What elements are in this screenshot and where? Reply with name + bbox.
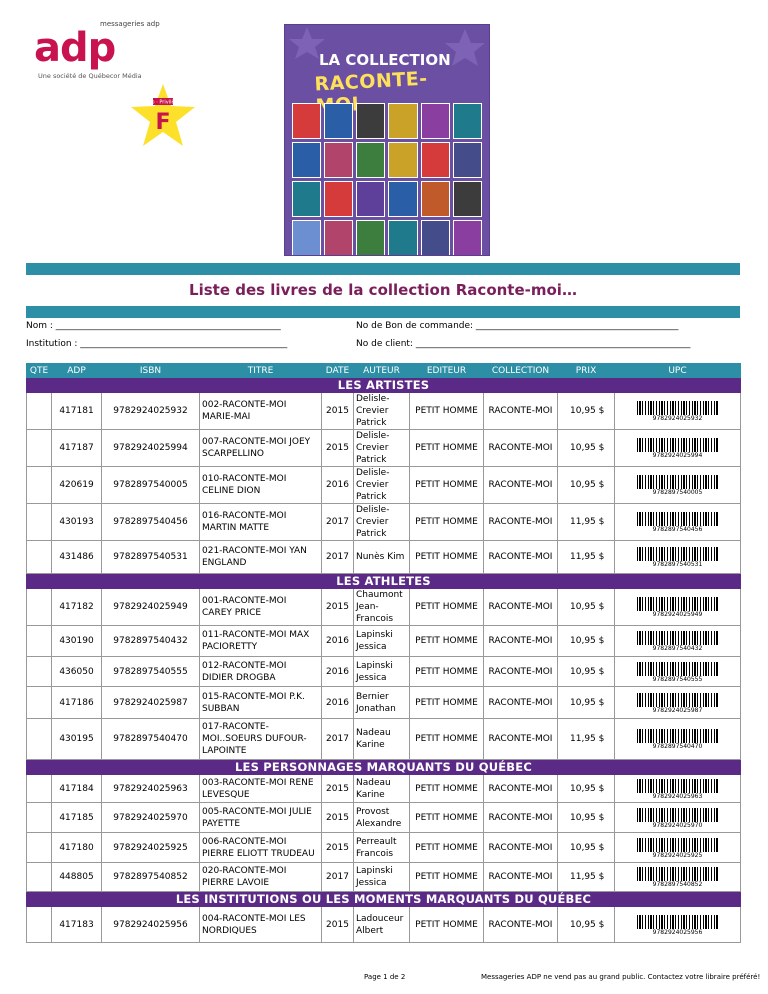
cell-date: 2017 bbox=[322, 504, 354, 541]
cell-collection: RACONTE-MOI bbox=[484, 626, 558, 657]
col-header-collection: COLLECTION bbox=[484, 364, 558, 378]
cell-isbn: 9782897540470 bbox=[102, 719, 200, 760]
qte-input-cell[interactable] bbox=[27, 775, 52, 803]
cell-date: 2017 bbox=[322, 719, 354, 760]
barcode-icon bbox=[637, 438, 719, 452]
cell-date: 2017 bbox=[322, 863, 354, 892]
cover-book-thumbnail bbox=[324, 103, 353, 139]
cell-upc bbox=[615, 775, 741, 803]
cell-prix: 10,95 $ bbox=[558, 430, 615, 467]
institution-field[interactable]: Institution : ______________________________________________ bbox=[26, 339, 288, 349]
footer-note: Messageries ADP ne vend pas au grand public. Contactez votre libraire préféré! bbox=[481, 973, 761, 981]
cell-prix: 11,95 $ bbox=[558, 541, 615, 574]
cell-date: 2016 bbox=[322, 687, 354, 719]
cell-upc bbox=[615, 541, 741, 574]
cell-isbn: 9782897540432 bbox=[102, 626, 200, 657]
cell-prix: 10,95 $ bbox=[558, 907, 615, 943]
barcode-icon bbox=[637, 401, 719, 415]
section-title: LES ARTISTES bbox=[27, 378, 741, 393]
cell-editeur: PETIT HOMME bbox=[410, 687, 484, 719]
table-header-row bbox=[27, 364, 741, 378]
cell-editeur: PETIT HOMME bbox=[410, 775, 484, 803]
qte-input-cell[interactable] bbox=[27, 430, 52, 467]
cell-adp: 430195 bbox=[52, 719, 102, 760]
barcode-icon bbox=[637, 631, 719, 645]
upc-number: 9782897540005 bbox=[652, 489, 703, 496]
cell-adp: 417184 bbox=[52, 775, 102, 803]
cell-collection: RACONTE-MOI bbox=[484, 393, 558, 430]
cell-prix: 10,95 $ bbox=[558, 467, 615, 504]
qte-input-cell[interactable] bbox=[27, 589, 52, 626]
footer-page-number: Page 1 de 2 bbox=[364, 973, 406, 981]
cell-collection: RACONTE-MOI bbox=[484, 541, 558, 574]
cell-date: 2015 bbox=[322, 803, 354, 833]
cell-isbn: 9782924025949 bbox=[102, 589, 200, 626]
cover-book-thumbnail bbox=[356, 220, 385, 256]
cell-upc bbox=[615, 430, 741, 467]
cell-upc bbox=[615, 863, 741, 892]
col-header-upc: UPC bbox=[615, 364, 741, 378]
cover-line2: RACONTE-MOI... bbox=[313, 67, 429, 96]
cell-titre: 015-RACONTE-MOI P.K. SUBBAN bbox=[200, 687, 322, 719]
cell-auteur: Delisle-Crevier Patrick bbox=[354, 393, 410, 430]
cell-prix: 10,95 $ bbox=[558, 393, 615, 430]
cell-upc bbox=[615, 589, 741, 626]
cover-book-thumbnail bbox=[356, 103, 385, 139]
cell-upc bbox=[615, 657, 741, 687]
cell-collection: RACONTE-MOI bbox=[484, 775, 558, 803]
cell-auteur: Chaumont Jean-Francois bbox=[354, 589, 410, 626]
upc-number: 9782897540555 bbox=[652, 675, 703, 683]
section-header-row bbox=[27, 378, 741, 393]
barcode-icon bbox=[637, 512, 719, 526]
cell-auteur: Perreault Francois bbox=[354, 833, 410, 863]
cell-auteur: Delisle-Crevier Patrick bbox=[354, 504, 410, 541]
cell-prix: 10,95 $ bbox=[558, 657, 615, 687]
cell-isbn: 9782924025963 bbox=[102, 775, 200, 803]
table-row bbox=[27, 833, 741, 863]
adp-logo bbox=[34, 20, 164, 82]
cell-isbn: 9782924025970 bbox=[102, 803, 200, 833]
cell-titre: 002-RACONTE-MOI MARIE-MAI bbox=[200, 393, 322, 430]
cell-adp: 417187 bbox=[52, 430, 102, 467]
barcode-icon bbox=[637, 547, 719, 561]
cell-collection: RACONTE-MOI bbox=[484, 803, 558, 833]
col-header-prix: PRIX bbox=[558, 364, 615, 378]
upc-number: 9782924025963 bbox=[652, 792, 703, 800]
cell-collection: RACONTE-MOI bbox=[484, 657, 558, 687]
cell-adp: 417180 bbox=[52, 833, 102, 863]
cover-book-thumbnail bbox=[356, 142, 385, 178]
cell-adp: 430193 bbox=[52, 504, 102, 541]
table-row bbox=[27, 775, 741, 803]
section-title: LES PERSONNAGES MARQUANTS DU QUÉBEC bbox=[27, 760, 741, 775]
logo-subtitle: Une société de Québecor Média bbox=[38, 72, 142, 80]
cover-book-thumbnail bbox=[453, 142, 482, 178]
table-row bbox=[27, 504, 741, 541]
upc-number: 9782924025949 bbox=[652, 611, 703, 618]
table-row bbox=[27, 803, 741, 833]
cell-date: 2016 bbox=[322, 626, 354, 657]
cell-auteur: Nunès Kim bbox=[354, 541, 410, 574]
cell-isbn: 9782897540456 bbox=[102, 504, 200, 541]
cell-editeur: PETIT HOMME bbox=[410, 589, 484, 626]
col-header-auteur: AUTEUR bbox=[354, 364, 410, 378]
cell-adp: 417185 bbox=[52, 803, 102, 833]
table-row bbox=[27, 863, 741, 892]
cell-editeur: PETIT HOMME bbox=[410, 541, 484, 574]
cell-titre: 016-RACONTE-MOI MARTIN MATTE bbox=[200, 504, 322, 541]
cell-date: 2015 bbox=[322, 589, 354, 626]
table-row bbox=[27, 626, 741, 657]
cell-adp: 436050 bbox=[52, 657, 102, 687]
cover-book-thumbnail bbox=[388, 220, 417, 256]
cell-auteur: Lapinski Jessica bbox=[354, 657, 410, 687]
cell-isbn: 9782924025956 bbox=[102, 907, 200, 943]
upc-number: 9782897540470 bbox=[652, 743, 703, 750]
star-small-text: adp · Privilège bbox=[145, 99, 181, 106]
cover-book-thumbnail bbox=[292, 142, 321, 178]
cell-titre: 021-RACONTE-MOI YAN ENGLAND bbox=[200, 541, 322, 574]
cell-isbn: 9782897540555 bbox=[102, 657, 200, 687]
cover-book-thumbnail bbox=[292, 220, 321, 256]
cell-isbn: 9782924025987 bbox=[102, 687, 200, 719]
cell-adp: 417181 bbox=[52, 393, 102, 430]
cover-book-thumbnail bbox=[292, 103, 321, 139]
cell-prix: 10,95 $ bbox=[558, 687, 615, 719]
cell-auteur: Ladouceur Albert bbox=[354, 907, 410, 943]
cover-book-thumbnail bbox=[356, 181, 385, 217]
barcode-icon bbox=[637, 662, 719, 676]
cell-adp: 448805 bbox=[52, 863, 102, 892]
cell-prix: 10,95 $ bbox=[558, 833, 615, 863]
cell-editeur: PETIT HOMME bbox=[410, 907, 484, 943]
cell-adp: 431486 bbox=[52, 541, 102, 574]
cover-book-thumbnail bbox=[324, 220, 353, 256]
cover-book-thumbnail bbox=[453, 103, 482, 139]
col-header-adp: ADP bbox=[52, 364, 102, 378]
cell-upc bbox=[615, 393, 741, 430]
cell-auteur: Bernier Jonathan bbox=[354, 687, 410, 719]
cell-isbn: 9782924025932 bbox=[102, 393, 200, 430]
upc-number: 9782924025970 bbox=[652, 821, 703, 829]
qte-input-cell[interactable] bbox=[27, 393, 52, 430]
cell-prix: 10,95 $ bbox=[558, 626, 615, 657]
cell-collection: RACONTE-MOI bbox=[484, 430, 558, 467]
cell-upc bbox=[615, 833, 741, 863]
cover-book-thumbnail bbox=[292, 181, 321, 217]
cover-book-thumbnail bbox=[324, 181, 353, 217]
qte-input-cell[interactable] bbox=[27, 626, 52, 657]
upc-number: 9782897540432 bbox=[652, 645, 703, 652]
table-row bbox=[27, 541, 741, 574]
cell-auteur: Provost Alexandre bbox=[354, 803, 410, 833]
upc-number: 9782924025987 bbox=[652, 706, 703, 714]
cover-book-thumbnail bbox=[388, 142, 417, 178]
upc-number: 9782897540852 bbox=[652, 881, 703, 888]
cell-collection: RACONTE-MOI bbox=[484, 687, 558, 719]
cell-auteur: Delisle-Crevier Patrick bbox=[354, 467, 410, 504]
barcode-icon bbox=[637, 915, 719, 929]
upc-number: 9782924025925 bbox=[652, 851, 703, 859]
cell-collection: RACONTE-MOI bbox=[484, 589, 558, 626]
star-letter: F bbox=[155, 110, 171, 135]
cell-titre: 003-RACONTE-MOI RENE LEVESQUE bbox=[200, 775, 322, 803]
cell-auteur: Lapinski Jessica bbox=[354, 626, 410, 657]
cell-prix: 11,95 $ bbox=[558, 863, 615, 892]
barcode-icon bbox=[637, 475, 719, 489]
logo-wordmark: adp bbox=[34, 25, 116, 71]
cell-titre: 004-RACONTE-MOI LES NORDIQUES bbox=[200, 907, 322, 943]
cell-titre: 017-RACONTE-MOI..SOEURS DUFOUR-LAPOINTE bbox=[200, 719, 322, 760]
cell-titre: 005-RACONTE-MOI JULIE PAYETTE bbox=[200, 803, 322, 833]
cell-prix: 10,95 $ bbox=[558, 589, 615, 626]
cell-editeur: PETIT HOMME bbox=[410, 833, 484, 863]
upc-number: 9782924025956 bbox=[652, 928, 703, 936]
cell-date: 2015 bbox=[322, 430, 354, 467]
books-table bbox=[26, 363, 741, 943]
client-number-field[interactable]: No de client: _____________________________________________________________ bbox=[356, 339, 691, 349]
cell-date: 2015 bbox=[322, 833, 354, 863]
cell-editeur: PETIT HOMME bbox=[410, 393, 484, 430]
cover-book-thumbnail bbox=[324, 142, 353, 178]
section-title: LES ATHLETES bbox=[27, 574, 741, 589]
cover-book-thumbnail bbox=[388, 103, 417, 139]
cell-editeur: PETIT HOMME bbox=[410, 719, 484, 760]
barcode-icon bbox=[637, 729, 719, 743]
cell-adp: 417183 bbox=[52, 907, 102, 943]
cell-auteur: Lapinski Jessica bbox=[354, 863, 410, 892]
cover-book-thumbnail bbox=[453, 220, 482, 256]
cell-date: 2015 bbox=[322, 775, 354, 803]
section-header-row bbox=[27, 760, 741, 775]
barcode-icon bbox=[637, 597, 719, 611]
col-header-editeur: EDITEUR bbox=[410, 364, 484, 378]
qte-input-cell[interactable] bbox=[27, 907, 52, 943]
cell-collection: RACONTE-MOI bbox=[484, 863, 558, 892]
upc-number: 9782924025932 bbox=[652, 415, 703, 422]
table-row bbox=[27, 430, 741, 467]
barcode-icon bbox=[637, 808, 719, 822]
cell-isbn: 9782897540852 bbox=[102, 863, 200, 892]
cell-prix: 11,95 $ bbox=[558, 719, 615, 760]
col-header-isbn: ISBN bbox=[102, 364, 200, 378]
cell-titre: 020-RACONTE-MOI PIERRE LAVOIE bbox=[200, 863, 322, 892]
cell-date: 2016 bbox=[322, 657, 354, 687]
cell-isbn: 9782924025994 bbox=[102, 430, 200, 467]
cell-collection: RACONTE-MOI bbox=[484, 504, 558, 541]
cell-adp: 417186 bbox=[52, 687, 102, 719]
cover-book-thumbnail bbox=[388, 181, 417, 217]
cell-upc bbox=[615, 907, 741, 943]
cell-prix: 11,95 $ bbox=[558, 504, 615, 541]
table-row bbox=[27, 687, 741, 719]
cell-isbn: 9782924025925 bbox=[102, 833, 200, 863]
cell-collection: RACONTE-MOI bbox=[484, 833, 558, 863]
cell-editeur: PETIT HOMME bbox=[410, 803, 484, 833]
cell-date: 2015 bbox=[322, 907, 354, 943]
cell-editeur: PETIT HOMME bbox=[410, 863, 484, 892]
qte-input-cell[interactable] bbox=[27, 863, 52, 892]
cell-editeur: PETIT HOMME bbox=[410, 430, 484, 467]
barcode-icon bbox=[637, 779, 719, 793]
table-row bbox=[27, 393, 741, 430]
cell-editeur: PETIT HOMME bbox=[410, 467, 484, 504]
cell-upc bbox=[615, 803, 741, 833]
qte-input-cell[interactable] bbox=[27, 541, 52, 574]
collection-cover-image bbox=[284, 24, 490, 256]
upc-number: 9782924025994 bbox=[652, 452, 703, 459]
cover-book-thumbnail bbox=[421, 103, 450, 139]
cell-auteur: Nadeau Karine bbox=[354, 719, 410, 760]
cover-book-thumbnail bbox=[421, 220, 450, 256]
qte-input-cell[interactable] bbox=[27, 504, 52, 541]
cell-date: 2016 bbox=[322, 467, 354, 504]
upc-number: 9782897540531 bbox=[652, 561, 703, 568]
cover-book-thumbnail bbox=[421, 142, 450, 178]
cell-upc bbox=[615, 626, 741, 657]
cover-book-thumbnail bbox=[421, 181, 450, 217]
table-row bbox=[27, 907, 741, 943]
cell-upc bbox=[615, 504, 741, 541]
cell-upc bbox=[615, 719, 741, 760]
header-divider-top bbox=[26, 263, 740, 275]
list-title: Liste des livres de la collection Raconte-moi… bbox=[189, 281, 577, 299]
cell-date: 2015 bbox=[322, 393, 354, 430]
privilege-star-badge bbox=[128, 82, 198, 150]
star-icon bbox=[128, 82, 198, 150]
section-header-row bbox=[27, 892, 741, 907]
qte-input-cell[interactable] bbox=[27, 687, 52, 719]
cell-collection: RACONTE-MOI bbox=[484, 467, 558, 504]
col-header-titre: TITRE bbox=[200, 364, 322, 378]
cover-book-thumbnail bbox=[453, 181, 482, 217]
cell-editeur: PETIT HOMME bbox=[410, 504, 484, 541]
table-row bbox=[27, 589, 741, 626]
table-row bbox=[27, 657, 741, 687]
cover-line1: LA COLLECTION bbox=[319, 51, 451, 69]
cell-auteur: Delisle-Crevier Patrick bbox=[354, 430, 410, 467]
cell-collection: RACONTE-MOI bbox=[484, 907, 558, 943]
qte-input-cell[interactable] bbox=[27, 719, 52, 760]
cell-adp: 417182 bbox=[52, 589, 102, 626]
qte-input-cell[interactable] bbox=[27, 803, 52, 833]
cell-titre: 012-RACONTE-MOI DIDIER DROGBA bbox=[200, 657, 322, 687]
bon-commande-field[interactable]: No de Bon de commande: _____________________________________________ bbox=[356, 321, 679, 331]
cell-editeur: PETIT HOMME bbox=[410, 657, 484, 687]
section-title: LES INSTITUTIONS OU LES MOMENTS MARQUANTS DU QUÉBEC bbox=[27, 892, 741, 907]
barcode-icon bbox=[637, 693, 719, 707]
nom-field[interactable]: Nom : __________________________________________________ bbox=[26, 321, 281, 331]
logo-top-text: messageries adp bbox=[100, 20, 160, 28]
cell-prix: 10,95 $ bbox=[558, 775, 615, 803]
cell-titre: 001-RACONTE-MOI CAREY PRICE bbox=[200, 589, 322, 626]
cell-prix: 10,95 $ bbox=[558, 803, 615, 833]
upc-number: 9782897540456 bbox=[652, 526, 703, 533]
cell-titre: 007-RACONTE-MOI JOEY SCARPELLINO bbox=[200, 430, 322, 467]
cell-titre: 006-RACONTE-MOI PIERRE ELIOTT TRUDEAU bbox=[200, 833, 322, 863]
qte-input-cell[interactable] bbox=[27, 833, 52, 863]
col-header-date: DATE bbox=[322, 364, 354, 378]
cell-upc bbox=[615, 467, 741, 504]
cell-titre: 010-RACONTE-MOI CELINE DION bbox=[200, 467, 322, 504]
cell-adp: 420619 bbox=[52, 467, 102, 504]
cell-isbn: 9782897540005 bbox=[102, 467, 200, 504]
cell-isbn: 9782897540531 bbox=[102, 541, 200, 574]
barcode-icon bbox=[637, 867, 719, 881]
cell-adp: 430190 bbox=[52, 626, 102, 657]
cell-auteur: Nadeau Karine bbox=[354, 775, 410, 803]
cell-titre: 011-RACONTE-MOI MAX PACIORETTY bbox=[200, 626, 322, 657]
table-row bbox=[27, 719, 741, 760]
cell-upc bbox=[615, 687, 741, 719]
col-header-qte: QTE bbox=[27, 364, 52, 378]
cover-book-grid bbox=[292, 103, 482, 256]
cell-date: 2017 bbox=[322, 541, 354, 574]
table-row bbox=[27, 467, 741, 504]
section-header-row bbox=[27, 574, 741, 589]
header-divider-bottom bbox=[26, 306, 740, 318]
barcode-icon bbox=[637, 838, 719, 852]
qte-input-cell[interactable] bbox=[27, 657, 52, 687]
cell-editeur: PETIT HOMME bbox=[410, 626, 484, 657]
qte-input-cell[interactable] bbox=[27, 467, 52, 504]
cell-collection: RACONTE-MOI bbox=[484, 719, 558, 760]
